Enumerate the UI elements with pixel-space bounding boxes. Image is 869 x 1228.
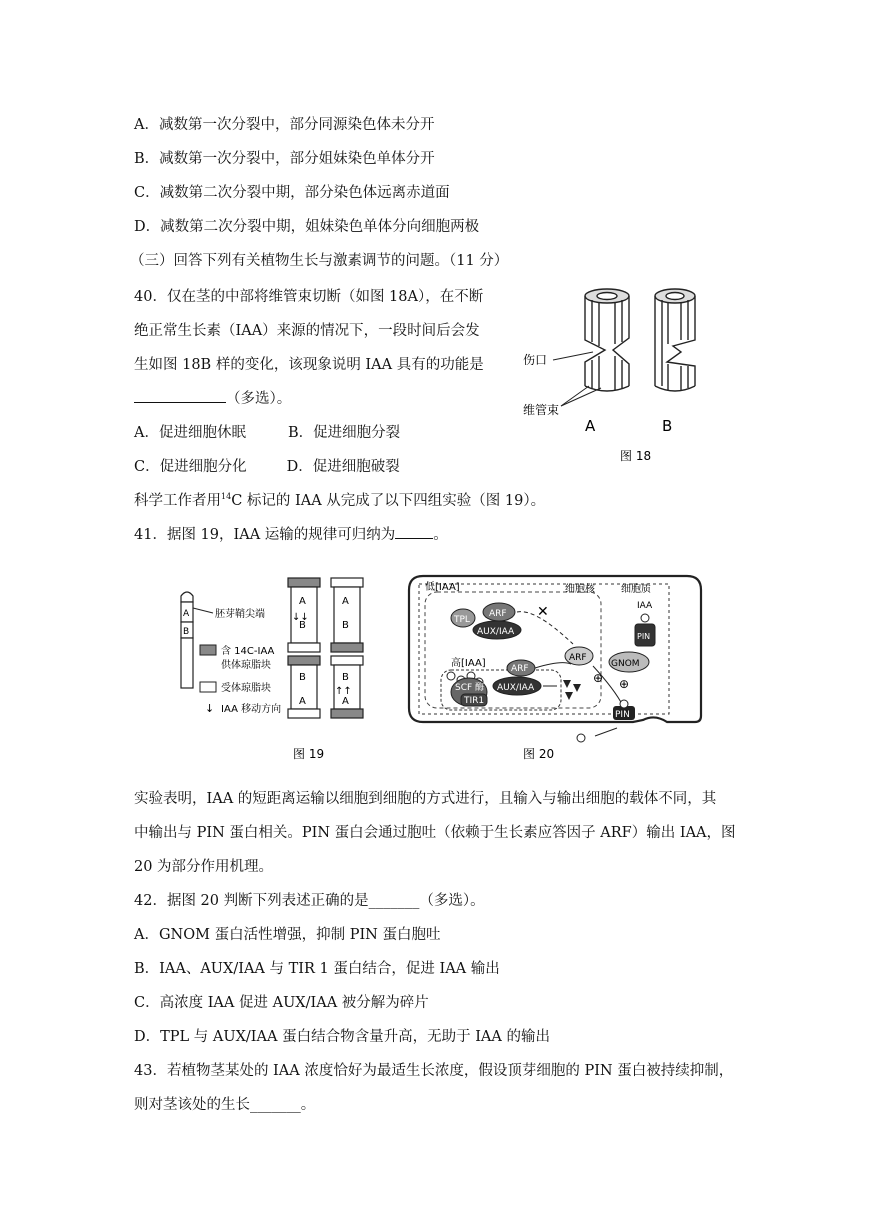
fig18-label-b: B: [662, 417, 673, 435]
q42-option-a: A．GNOM 蛋白活性增强，抑制 PIN 蛋白胞吐: [134, 927, 441, 943]
experiment-3: [288, 656, 320, 718]
exp3-a: A: [299, 696, 306, 707]
coleoptile-drawing: [181, 592, 193, 688]
q42-option-b: B．IAA、AUX/IAA 与 TIR 1 蛋白结合，促进 IAA 输出: [134, 961, 500, 977]
nucleus-label: 细胞核: [565, 584, 595, 595]
q41-end: 。: [433, 527, 448, 543]
fig19-intro: [134, 489, 545, 510]
exp1-arrows: ↓↓: [292, 612, 309, 623]
aux-iaa-label-low: AUX/IAA: [477, 627, 515, 637]
q40-line3: 生如图 18B 样的变化，该现象说明 IAA 具有的功能是: [134, 357, 484, 373]
exp4-arrows: ↑↑: [335, 686, 352, 697]
arf-label-high: ARF: [511, 664, 529, 674]
exp3-b: B: [299, 672, 306, 683]
tir1-label: TIR1: [464, 696, 485, 706]
arf-label-low: ARF: [489, 609, 507, 619]
q40-multi-select: （多选）。: [226, 391, 292, 407]
donor-label: 含 14C-IAA: [221, 646, 275, 657]
q39-option-b: B．减数第一次分裂中，部分姐妹染色单体分开: [134, 151, 435, 167]
exp2-a: A: [342, 596, 349, 607]
q40-option-b: B．促进细胞分裂: [287, 425, 401, 441]
down-arrow-icon: ↓: [205, 702, 215, 715]
exported-iaa-molecule: [577, 734, 585, 742]
aux-iaa-label-high: AUX/IAA: [497, 683, 535, 693]
donor-block-swatch: [200, 645, 216, 655]
exp4-b: B: [342, 672, 349, 683]
fig20-caption: 图 20: [523, 747, 555, 761]
q40-option-a: A．促进细胞休眠: [134, 425, 246, 441]
blocked-cross-icon: ✕: [537, 604, 549, 620]
exp1-b: B: [299, 620, 306, 631]
q39-option-c: C．减数第二次分裂中期，部分染色体远离赤道面: [134, 185, 450, 201]
iaa-molecule: [447, 672, 455, 680]
mechanism-line3: 20 为部分作用机理。: [134, 859, 274, 875]
q40-option-c: C．促进细胞分化: [134, 459, 247, 475]
vascular-bundle-label: 维管束: [523, 403, 560, 417]
q40-options-ab: [134, 421, 400, 442]
tip-label: 胚芽鞘尖端: [215, 609, 265, 620]
iaa-molecule: [620, 700, 628, 708]
q40-line2: 绝正常生长素（IAA）来源的情况下，一段时间后会发: [134, 323, 480, 339]
fig19-caption: 图 19: [293, 747, 325, 761]
low-iaa-label: 低[IAA]: [425, 582, 460, 593]
arrow-label: IAA 移动方向: [221, 704, 282, 715]
cytoplasm-label: 细胞质: [621, 584, 651, 595]
figure-19: [175, 572, 390, 767]
iaa-molecule: [641, 614, 649, 622]
coleoptile-a: A: [183, 609, 190, 619]
fig19-intro-after: C 标记的 IAA 从完成了以下四组实验（图 19）。: [231, 493, 546, 509]
q43-line1: 43．若植物茎某处的 IAA 浓度恰好为最适生长浓度，假设顶芽细胞的 PIN 蛋白被持续抑制，: [134, 1063, 734, 1079]
q41-answer-blank[interactable]: [395, 538, 433, 539]
q43-line2: 则对茎该处的生长_______。: [134, 1097, 316, 1113]
mechanism-line1: 实验表明，IAA 的短距离运输以细胞到细胞的方式进行，且输入与输出细胞的载体不同，其: [134, 791, 717, 807]
wound-label: 伤口: [523, 353, 548, 367]
fig18-label-a: A: [585, 417, 596, 435]
receiver-block-swatch: [200, 682, 216, 692]
gnom-label: GNOM: [611, 659, 640, 669]
section3-title: （三）回答下列有关植物生长与激素调节的问题。（11 分）: [130, 253, 509, 269]
activation-plus-icon: ⊕: [593, 671, 604, 685]
mechanism-line2: 中输出与 PIN 蛋白相关。PIN 蛋白会通过胞吐（依赖于生长素应答因子 ARF）输出 IAA，图: [134, 825, 736, 841]
q40-options-cd: [134, 455, 400, 476]
stem-a-drawing: [585, 289, 629, 391]
gnom-plus-icon: ⊕: [619, 677, 630, 691]
q39-option-a: A．减数第一次分裂中，部分同源染色体未分开: [134, 117, 435, 133]
q41-text: 41．据图 19，IAA 运输的规律可归纳为: [134, 527, 396, 543]
figure-18: [505, 282, 705, 472]
pin-label-membrane: PIN: [615, 710, 630, 720]
figure-20: [405, 570, 705, 770]
pin-label-vesicle: PIN: [637, 632, 651, 641]
scf-label: SCF 酶: [455, 683, 485, 693]
arf-label-free: ARF: [569, 653, 587, 663]
q39-option-d: D．减数第二次分裂中期，姐妹染色单体分向细胞两极: [134, 219, 480, 235]
q42-option-d: D．TPL 与 AUX/IAA 蛋白结合物含量升高，无助于 IAA 的输出: [134, 1029, 550, 1045]
exp1-a: A: [299, 596, 306, 607]
tpl-label: TPL: [454, 615, 470, 625]
q41: [134, 523, 448, 544]
q40-line4: [134, 387, 291, 408]
efflux-arrow: [595, 728, 617, 736]
exp2-b: B: [342, 620, 349, 631]
iaa-label-right: IAA: [637, 601, 653, 611]
exp4-a: A: [342, 696, 349, 707]
donor-label2: 供体琼脂块: [221, 660, 271, 671]
cell-membrane: [409, 576, 701, 722]
receiver-label: 受体琼脂块: [221, 683, 271, 694]
coleoptile-b: B: [183, 627, 190, 637]
fig18-caption: 图 18: [620, 449, 652, 463]
fig19-intro-before: 科学工作者用: [134, 493, 221, 509]
q42-stem: 42．据图 20 判断下列表述正确的是_______（多选）。: [134, 893, 485, 909]
isotope-superscript: 14: [221, 492, 232, 502]
stem-b-drawing: [655, 289, 695, 391]
q40-line1: 40．仅在茎的中部将维管束切断（如图 18A），在不断: [134, 289, 484, 305]
answer-blank[interactable]: [134, 402, 226, 403]
experiment-2: [331, 578, 363, 652]
high-iaa-label: 高[IAA]: [451, 658, 486, 669]
q40-option-d: D．促进细胞破裂: [286, 459, 400, 475]
q42-option-c: C．高浓度 IAA 促进 AUX/IAA 被分解为碎片: [134, 995, 429, 1011]
